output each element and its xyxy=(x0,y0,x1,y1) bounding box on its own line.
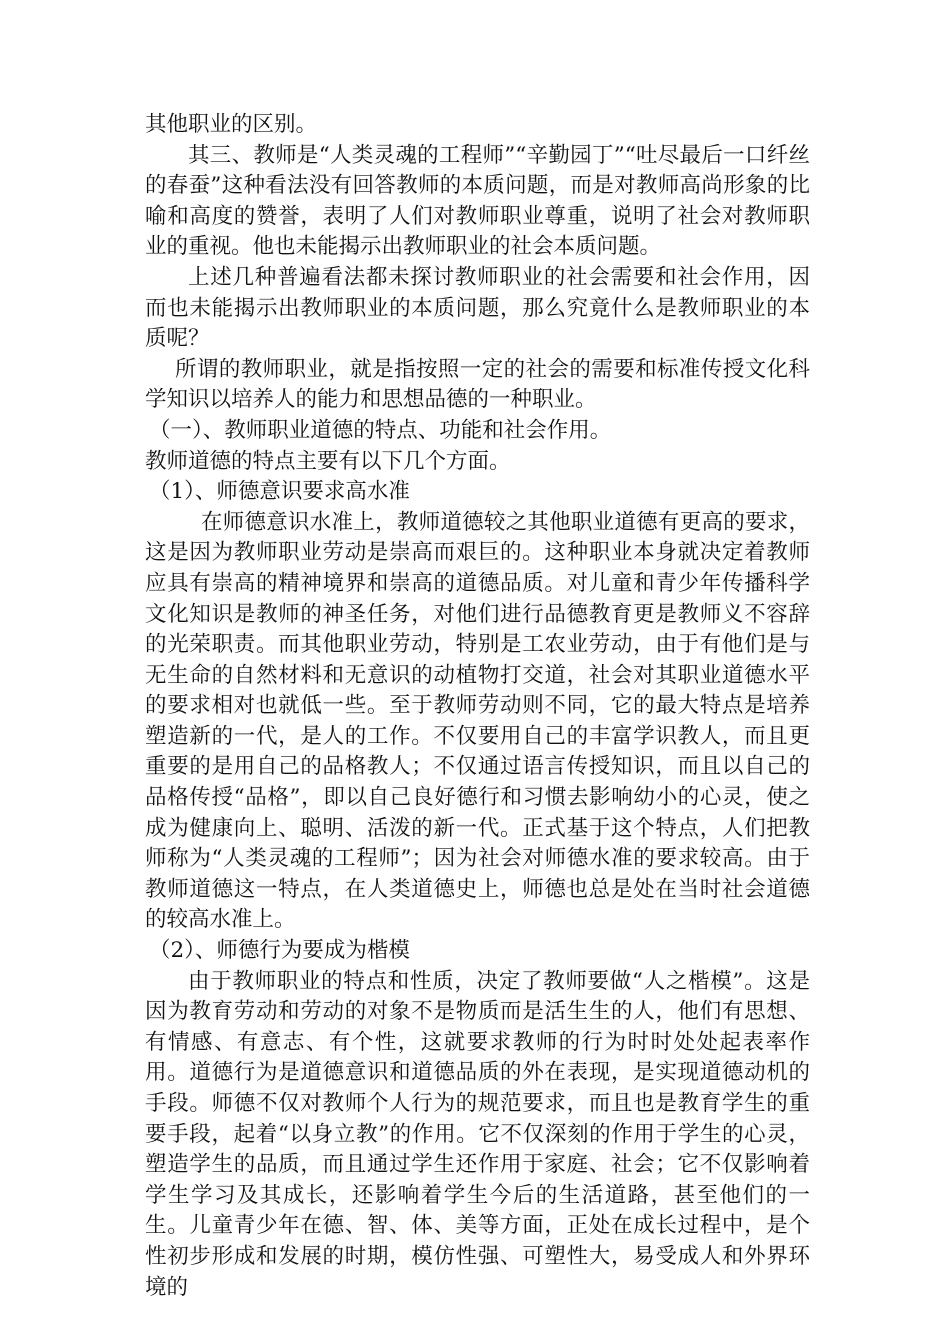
paragraph-third-view: 其三、教师是“人类灵魂的工程师”“辛勤园丁”“吐尽最后一口纤丝的春蚕”这种看法没有回答教师的本质问题，而是对教师高尚形象的比喻和高度的赞誉，表明了人们对教师职业尊重，说明了社会对教师职业的重视。他也未能揭示出教师职业的社会本质问题。 xyxy=(145,142,810,260)
paragraph-summary: 上述几种普遍看法都未探讨教师职业的社会需要和社会作用，因而也未能揭示出教师职业的本质问题，那么究竟什么是教师职业的本质呢？ xyxy=(145,264,810,352)
document-page xyxy=(145,110,810,1303)
paragraph-model: 由于教师职业的特点和性质，决定了教师要做“人之楷模”。这是因为教育劳动和劳动的对象不是物质而是活生生的人，他们有思想、有情感、有意志、有个性，这就要求教师的行为时时处处起表率作用。道德行为是道德意识和道德品质的外在表现，是实现道德动机的手段。师德不仅对教师个人行为的规范要求，而且也是教育学生的重要手段，起着“以身立教”的作用。它不仅深刻的作用于学生的心灵，塑造学生的品质，而且通过学生还作用于家庭、社会；它不仅影响着学生学习及其成长，还影响着学生今后的生活道路，甚至他们的一生。儿童青少年在德、智、体、美等方面，正处在成长过程中，是个性初步形成和发展的时期，模仿性强、可塑性大，易受成人和外界环境的 xyxy=(145,968,810,1300)
paragraph-intro: 教师道德的特点主要有以下几个方面。 xyxy=(145,448,511,474)
subheading-2: （2）、师德行为要成为楷模 xyxy=(149,938,410,964)
section-heading-1: （一）、教师职业道德的特点、功能和社会作用。 xyxy=(149,417,612,443)
paragraph-standard: 在师德意识水准上，教师道德较之其他职业道德有更高的要求，这是因为教师职业劳动是崇高而艰巨的。这种职业本身就决定着教师应具有崇高的精神境界和崇高的道德品质。对儿童和青少年传播科学文化知识是教师的神圣任务，对他们进行品德教育更是教师义不容辞的光荣职责。而其他职业劳动，特别是工农业劳动，由于有他们是与无生命的自然材料和无意识的动植物打交道，社会对其职业道德水平的要求相对也就低一些。至于教师劳动则不同，它的最大特点是培养塑造新的一代，是人的工作。不仅要用自己的丰富学识教人，而且更重要的是用自己的品格教人；不仅通过语言传授知识，而且以自己的品格传授“品格”，即以自己良好德行和习惯去影响幼小的心灵，使之成为健康向上、聪明、活泼的新一代。正式基于这个特点，人们把教师称为“人类灵魂的工程师”；因为社会对师德水准的要求较高。由于教师道德这一特点，在人类道德史上，师德也总是处在当时社会道德的较高水准上。 xyxy=(145,509,810,933)
paragraph-continuation: 其他职业的区别。 xyxy=(145,112,318,137)
paragraph-definition: 所谓的教师职业，就是指按照一定的社会的需要和标准传授文化科学知识以培养人的能力和思想品德的一种职业。 xyxy=(145,356,810,413)
subheading-1: （1）、师德意识要求高水准 xyxy=(149,479,410,505)
